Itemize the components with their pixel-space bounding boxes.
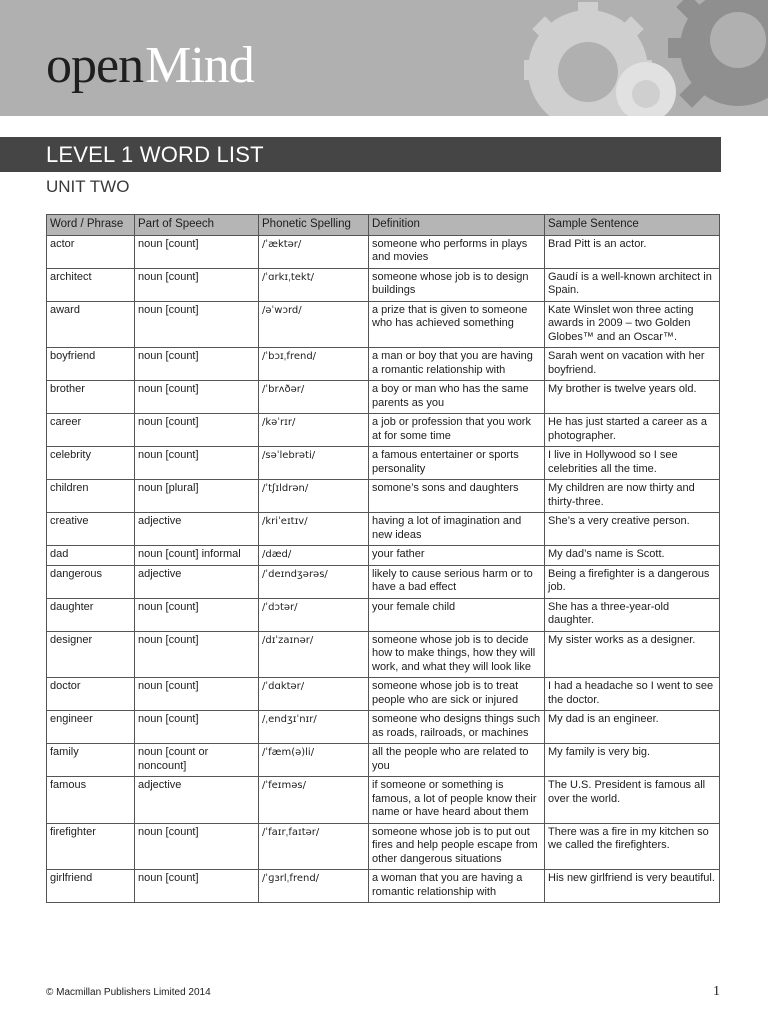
- table-row: [47, 381, 720, 414]
- cell-phonetic: /ˈɑrkɪˌtekt/: [259, 268, 369, 301]
- cell-word: dad: [47, 546, 135, 566]
- table-row: [47, 480, 720, 513]
- cell-sample-sentence: He has just started a career as a photographer.: [545, 414, 720, 447]
- cell-definition: a man or boy that you are having a romantic relationship with: [369, 348, 545, 381]
- header-banner: [0, 0, 768, 116]
- table-row: [47, 513, 720, 546]
- cell-part-of-speech: noun [count]: [135, 678, 259, 711]
- table-row: [47, 744, 720, 777]
- table-row: [47, 598, 720, 631]
- cell-phonetic: /ˈtʃɪldrən/: [259, 480, 369, 513]
- cell-phonetic: /səˈlebrəti/: [259, 447, 369, 480]
- table-row: [47, 870, 720, 903]
- cell-word: engineer: [47, 711, 135, 744]
- cell-word: doctor: [47, 678, 135, 711]
- cell-phonetic: /dɪˈzaɪnər/: [259, 631, 369, 678]
- cell-phonetic: /əˈwɔrd/: [259, 301, 369, 348]
- cell-sample-sentence: She has a three-year-old daughter.: [545, 598, 720, 631]
- table-row: [47, 631, 720, 678]
- cell-sample-sentence: Brad Pitt is an actor.: [545, 235, 720, 268]
- table-row: [47, 711, 720, 744]
- cell-sample-sentence: The U.S. President is famous all over the world.: [545, 777, 720, 824]
- cell-word: designer: [47, 631, 135, 678]
- cell-phonetic: /ˌendʒɪˈnɪr/: [259, 711, 369, 744]
- cell-definition: all the people who are related to you: [369, 744, 545, 777]
- cell-definition: having a lot of imagination and new ideas: [369, 513, 545, 546]
- word-list-table: [46, 214, 720, 903]
- cell-part-of-speech: adjective: [135, 565, 259, 598]
- column-header-word: Word / Phrase: [47, 215, 135, 236]
- table-row: [47, 678, 720, 711]
- cell-sample-sentence: Gaudí is a well-known architect in Spain.: [545, 268, 720, 301]
- logo-mind: Mind: [145, 37, 254, 94]
- cell-part-of-speech: noun [count]: [135, 870, 259, 903]
- table-row: [47, 414, 720, 447]
- cell-phonetic: /ˈdeɪndʒərəs/: [259, 565, 369, 598]
- cell-word: boyfriend: [47, 348, 135, 381]
- column-header-definition: Definition: [369, 215, 545, 236]
- table-row: [47, 777, 720, 824]
- table-row: [47, 235, 720, 268]
- cell-definition: someone whose job is to treat people who are sick or injured: [369, 678, 545, 711]
- cell-definition: your father: [369, 546, 545, 566]
- cell-definition: if someone or something is famous, a lot of people know their name or have heard about them: [369, 777, 545, 824]
- cell-part-of-speech: noun [count]: [135, 711, 259, 744]
- cell-sample-sentence: My family is very big.: [545, 744, 720, 777]
- cell-sample-sentence: Sarah went on vacation with her boyfriend.: [545, 348, 720, 381]
- cell-word: children: [47, 480, 135, 513]
- cell-word: architect: [47, 268, 135, 301]
- cell-sample-sentence: She’s a very creative person.: [545, 513, 720, 546]
- page-number: 1: [713, 984, 720, 999]
- title-bar: [0, 137, 721, 172]
- cell-part-of-speech: noun [count]: [135, 268, 259, 301]
- cell-definition: someone whose job is to decide how to make things, how they will work, and what they will look like: [369, 631, 545, 678]
- cell-sample-sentence: Kate Winslet won three acting awards in 2009 – two Golden Globes™ and an Oscar™.: [545, 301, 720, 348]
- cell-sample-sentence: My dad’s name is Scott.: [545, 546, 720, 566]
- copyright-notice: © Macmillan Publishers Limited 2014: [46, 987, 211, 998]
- cell-phonetic: /ˈbɔɪˌfrend/: [259, 348, 369, 381]
- column-header-phonetic: Phonetic Spelling: [259, 215, 369, 236]
- cell-phonetic: /ˈfaɪrˌfaɪtər/: [259, 823, 369, 870]
- cell-word: career: [47, 414, 135, 447]
- cell-sample-sentence: My children are now thirty and thirty-three.: [545, 480, 720, 513]
- cell-word: daughter: [47, 598, 135, 631]
- column-header-sample-sentence: Sample Sentence: [545, 215, 720, 236]
- cell-sample-sentence: I had a headache so I went to see the doctor.: [545, 678, 720, 711]
- cell-definition: someone whose job is to design buildings: [369, 268, 545, 301]
- cell-part-of-speech: noun [count]: [135, 598, 259, 631]
- cell-definition: a woman that you are having a romantic relationship with: [369, 870, 545, 903]
- table-row: [47, 447, 720, 480]
- cell-definition: a boy or man who has the same parents as you: [369, 381, 545, 414]
- cell-part-of-speech: noun [count]: [135, 301, 259, 348]
- cell-phonetic: /ˈdɑktər/: [259, 678, 369, 711]
- column-header-part-of-speech: Part of Speech: [135, 215, 259, 236]
- cell-part-of-speech: noun [plural]: [135, 480, 259, 513]
- cell-word: dangerous: [47, 565, 135, 598]
- cell-definition: your female child: [369, 598, 545, 631]
- cell-part-of-speech: noun [count]: [135, 348, 259, 381]
- openmind-logo: [46, 36, 254, 96]
- cell-phonetic: /ˈɡɜrlˌfrend/: [259, 870, 369, 903]
- cell-word: firefighter: [47, 823, 135, 870]
- cell-part-of-speech: noun [count]: [135, 823, 259, 870]
- cell-word: girlfriend: [47, 870, 135, 903]
- cell-definition: a prize that is given to someone who has achieved something: [369, 301, 545, 348]
- cell-definition: somone’s sons and daughters: [369, 480, 545, 513]
- cell-phonetic: /ˈfeɪməs/: [259, 777, 369, 824]
- cell-part-of-speech: adjective: [135, 777, 259, 824]
- cell-word: celebrity: [47, 447, 135, 480]
- cell-part-of-speech: noun [count]: [135, 631, 259, 678]
- cell-word: actor: [47, 235, 135, 268]
- cell-phonetic: /ˈdɔtər/: [259, 598, 369, 631]
- word-list-table-container: [46, 214, 719, 903]
- table-row: [47, 546, 720, 566]
- cell-phonetic: /ˈfæm(ə)li/: [259, 744, 369, 777]
- logo-open: open: [46, 37, 144, 94]
- unit-subtitle: UNIT TWO: [46, 177, 130, 196]
- table-row: [47, 823, 720, 870]
- cell-definition: someone who performs in plays and movies: [369, 235, 545, 268]
- table-row: [47, 565, 720, 598]
- table-body: [47, 235, 720, 903]
- cell-sample-sentence: My brother is twelve years old.: [545, 381, 720, 414]
- cell-definition: someone who designs things such as roads, railroads, or machines: [369, 711, 545, 744]
- cell-phonetic: /kriˈeɪtɪv/: [259, 513, 369, 546]
- cell-sample-sentence: I live in Hollywood so I see celebrities all the time.: [545, 447, 720, 480]
- cell-part-of-speech: noun [count]: [135, 235, 259, 268]
- table-row: [47, 268, 720, 301]
- cell-word: creative: [47, 513, 135, 546]
- cell-word: famous: [47, 777, 135, 824]
- cell-part-of-speech: noun [count]: [135, 414, 259, 447]
- cell-part-of-speech: noun [count] informal: [135, 546, 259, 566]
- cell-sample-sentence: My sister works as a designer.: [545, 631, 720, 678]
- table-header-row: [47, 215, 720, 236]
- cell-definition: someone whose job is to put out fires and help people escape from other dangerous situations: [369, 823, 545, 870]
- cell-sample-sentence: My dad is an engineer.: [545, 711, 720, 744]
- cell-definition: a job or profession that you work at for some time: [369, 414, 545, 447]
- cell-phonetic: /ˈbrʌðər/: [259, 381, 369, 414]
- cell-word: brother: [47, 381, 135, 414]
- cell-word: family: [47, 744, 135, 777]
- cell-sample-sentence: His new girlfriend is very beautiful.: [545, 870, 720, 903]
- cell-part-of-speech: adjective: [135, 513, 259, 546]
- gears-decoration-icon: [428, 0, 768, 116]
- page-title: LEVEL 1 WORD LIST: [46, 142, 264, 167]
- cell-part-of-speech: noun [count]: [135, 447, 259, 480]
- cell-definition: likely to cause serious harm or to have a bad effect: [369, 565, 545, 598]
- cell-part-of-speech: noun [count]: [135, 381, 259, 414]
- table-row: [47, 301, 720, 348]
- cell-phonetic: /ˈæktər/: [259, 235, 369, 268]
- cell-definition: a famous entertainer or sports personality: [369, 447, 545, 480]
- cell-word: award: [47, 301, 135, 348]
- cell-sample-sentence: There was a fire in my kitchen so we called the firefighters.: [545, 823, 720, 870]
- cell-sample-sentence: Being a firefighter is a dangerous job.: [545, 565, 720, 598]
- cell-phonetic: /kəˈrɪr/: [259, 414, 369, 447]
- cell-phonetic: /dæd/: [259, 546, 369, 566]
- cell-part-of-speech: noun [count or noncount]: [135, 744, 259, 777]
- table-row: [47, 348, 720, 381]
